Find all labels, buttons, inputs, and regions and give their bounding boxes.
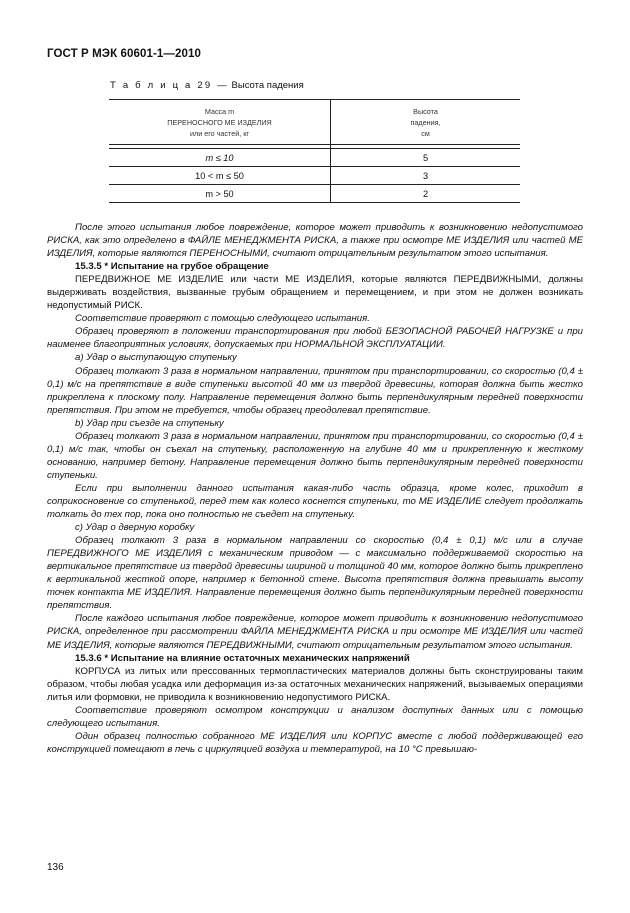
list-item-label: с) Удар о дверную коробку: [75, 522, 195, 534]
paragraph: Образец толкают 3 раза в нормальном направлении со скоростью (0,4 ± 0,1) м/с или в случае ПЕРЕДВИЖНОГО МЕ ИЗДЕЛИЯ с механическим приводом — с максимально поддерживаемой скоростью на вертикальное препятствие из твердой древесины шириной и толщиной 40 мм, которое должно быть прикреплено к вертикальной жесткой опоре, например к бетонной стене. Высота препятствия должна превышать высоту точек контакта МЕ ИЗДЕЛИЯ. Направление перемещения должно быть перпендикулярным передней поверхности препятствия.: [47, 535, 583, 612]
paragraph: КОРПУСА из литых или прессованных термопластических материалов должны быть сконструированы таким образом, чтобы любая усадка или деформация из-за остаточных механических напряжений, вызываемых операциями литья или формовки, не приводила к возникновению недопустимого РИСКА.: [47, 665, 583, 703]
list-item-label: а) Удар о выступающую ступеньку: [75, 352, 237, 364]
paragraph: Образец толкают 3 раза в нормальном направлении, принятом при транспортировании, со скоростью (0,4 ± 0,1) м/с на препятствие в виде ступеньки высотой 40 мм из твердой древесины, которая должна быть жестко прикреплена к плоскому полу. Направление перемещения должно быть перпендикулярным передней поверхности препятствия. При этом не требуется, чтобы образец преодолевал препятствие.: [47, 365, 583, 416]
paragraph: Образец толкают 3 раза в нормальном направлении, принятом при транспортировании, со скоростью (0,4 ± 0,1) м/с так, чтобы он съехал на ступеньку, расположенную на глубине 40 мм и прикрепленную к жесткому основанию, например бетону. Направление перемещения должно быть перпендикулярным передней поверхности ступеньки.: [47, 430, 583, 481]
table-row: [109, 185, 520, 203]
table-row: [109, 149, 520, 167]
page-number: 136: [47, 862, 64, 873]
paragraph: После каждого испытания любое повреждение, которое может приводить к возникновению недопустимого РИСКА, определенное при рассмотрении ФАЙЛА МЕНЕДЖМЕНТА РИСКА и при осмотре МЕ ИЗДЕЛИЯ или частей МЕ ИЗДЕЛИЯ, которые являются ПЕРЕДВИЖНЫМИ, считают отрицательным результатом этого испытания.: [47, 613, 583, 651]
paragraph: Соответствие проверяют осмотром конструкции и анализом доступных данных или с помощью следующего испытания.: [47, 704, 583, 729]
paragraph: Один образец полностью собранного МЕ ИЗДЕЛИЯ или КОРПУС вместе с любой поддерживающей его конструкцией помещают в печь с циркуляцией воздуха и температурой, на 10 °С превышаю-: [47, 730, 583, 755]
body-text: [47, 221, 583, 756]
drop-height-table: [109, 99, 520, 203]
paragraph: Образец проверяют в положении транспортирования при любой БЕЗОПАСНОЙ РАБОЧЕЙ НАГРУЗКЕ и при наименее благоприятных условиях, допускаемых при НОРМАЛЬНОЙ ЭКСПЛУАТАЦИИ.: [47, 326, 583, 351]
paragraph: После этого испытания любое повреждение, которое может приводить к возникновению недопустимого РИСКА, как это определено в ФАЙЛЕ МЕНЕДЖМЕНТА РИСКА, а также при осмотре МЕ ИЗДЕЛИЯ или частей МЕ ИЗДЕЛИЯ, которые являются ПЕРЕНОСНЫМИ, считают отрицательным результатом этого испытания.: [47, 222, 583, 260]
table-header-height: Высота падения, см: [331, 100, 521, 145]
paragraph: Если при выполнении данного испытания какая-либо часть образца, кроме колес, приходит в соприкосновение со ступенькой, перед тем как колесо коснется ступеньки, то МЕ ИЗДЕЛИЕ следует продолжать толкать до тех пор, пока оно полностью не съедет на ступеньку.: [47, 482, 583, 521]
list-item-label: b) Удар при съезде на ступеньку: [75, 417, 224, 429]
table-cell-height: 2: [331, 185, 521, 203]
table-cell-mass: 10 < m ≤ 50: [109, 167, 331, 185]
table-caption: [110, 80, 304, 91]
table-header-mass: Масса m ПЕРЕНОСНОГО МЕ ИЗДЕЛИЯ или его частей, кг: [109, 100, 331, 145]
table-row: [109, 167, 520, 185]
paragraph: ПЕРЕДВИЖНОЕ МЕ ИЗДЕЛИЕ или части МЕ ИЗДЕЛИЯ, которые являются ПЕРЕДВИЖНЫМИ, должны выдерживать воздействия, вызванные грубым обращением и перемещением, и при этом не должен возникать недопустимый РИСК.: [47, 274, 583, 312]
standard-title: ГОСТ Р МЭК 60601-1—2010: [47, 48, 201, 60]
table-cell-height: 5: [331, 149, 521, 167]
section-heading: 15.3.6 * Испытание на влияние остаточных механических напряжений: [75, 652, 410, 664]
table-caption-label: Т а б л и ц а 29 —: [110, 80, 229, 91]
table-cell-mass: m > 50: [109, 185, 331, 203]
paragraph: Соответствие проверяют с помощью следующего испытания.: [75, 313, 370, 325]
table-cell-mass: m ≤ 10: [109, 149, 331, 167]
section-heading: 15.3.5 * Испытание на грубое обращение: [75, 261, 269, 273]
table-caption-text: Высота падения: [231, 80, 304, 91]
table-cell-height: 3: [331, 167, 521, 185]
